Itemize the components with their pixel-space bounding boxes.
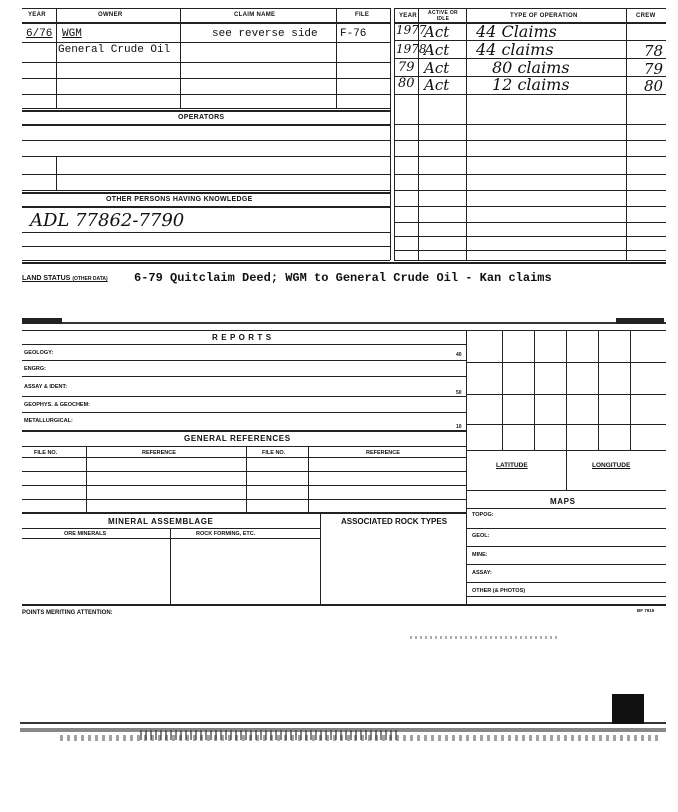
activity-row-3-status: Act bbox=[424, 59, 450, 77]
activity-row-4-type: 12 claims bbox=[492, 75, 570, 94]
activity-row-2-status: Act bbox=[424, 41, 450, 59]
activity-row-1-status: Act bbox=[424, 23, 450, 41]
claims-owner-value: WGM bbox=[62, 28, 82, 40]
other-persons-title: OTHER PERSONS HAVING KNOWLEDGE bbox=[106, 196, 253, 203]
reports-geology-num: 40 bbox=[456, 352, 462, 358]
activity-year-header: YEAR bbox=[399, 13, 417, 19]
claims-file-value: F-76 bbox=[340, 28, 367, 40]
black-tab-left bbox=[22, 318, 62, 324]
maps-mine-label: MINE: bbox=[472, 552, 488, 558]
gr-ref-header: REFERENCE bbox=[142, 450, 176, 456]
activity-row-2-type: 44 claims bbox=[476, 40, 554, 59]
activity-active-header: ACTIVE OR IDLE bbox=[428, 10, 458, 22]
activity-crew-header: CREW bbox=[636, 13, 656, 19]
mineral-assemblage-title: MINERAL ASSEMBLAGE bbox=[108, 517, 214, 526]
reports-geophys-label: GEOPHYS. & GEOCHEM: bbox=[24, 402, 91, 408]
reports-title: R E P O R T S bbox=[212, 333, 272, 342]
maps-assay-label: ASSAY: bbox=[472, 570, 492, 576]
gr-file-header: FILE NO. bbox=[34, 450, 58, 456]
associated-rock-types: ASSOCIATED ROCK TYPES bbox=[340, 517, 448, 526]
rock-forming-header: ROCK FORMING, ETC. bbox=[196, 531, 256, 537]
longitude-label: LONGITUDE bbox=[592, 462, 631, 469]
maps-geol-label: GEOL: bbox=[472, 533, 490, 539]
land-status-label: LAND STATUS bbox=[22, 275, 71, 282]
claims-owner-header: OWNER bbox=[98, 12, 123, 18]
reports-assay-label: ASSAY & IDENT: bbox=[24, 384, 68, 390]
activity-row-2-year: 1978 bbox=[396, 42, 427, 56]
claims-file-header: FILE bbox=[355, 12, 370, 18]
black-registration-block bbox=[612, 694, 644, 724]
claims-year-header: YEAR bbox=[28, 12, 46, 18]
reports-geology-label: GEOLOGY: bbox=[24, 350, 54, 356]
activity-row-3-type: 80 claims bbox=[492, 58, 570, 77]
land-status-text: 6-79 Quitclaim Deed; WGM to General Crude Oil - Kan claims bbox=[134, 271, 552, 285]
claims-owner2-value: General Crude Oil bbox=[58, 44, 171, 56]
maps-other-label: OTHER (& PHOTOS) bbox=[472, 588, 526, 594]
activity-row-4-year: 80 bbox=[398, 76, 415, 91]
claims-year-value: 6/76 bbox=[26, 28, 53, 40]
activity-row-1-year: 1977 bbox=[396, 23, 427, 37]
form-number: BF 7915 bbox=[637, 608, 655, 613]
maps-topog-label: TOPOG: bbox=[472, 512, 494, 518]
gr-ref2-header: REFERENCE bbox=[366, 450, 400, 456]
activity-row-4-status: Act bbox=[424, 76, 450, 94]
reports-metallurgical-label: METALLURGICAL: bbox=[24, 418, 73, 424]
latitude-label: LATITUDE bbox=[496, 462, 528, 469]
land-status-sublabel: (OTHER DATA) bbox=[72, 276, 108, 282]
reports-engrg-label: ENGRG: bbox=[24, 366, 46, 372]
claims-name-value: see reverse side bbox=[212, 28, 318, 40]
activity-row-2-crew: 78 bbox=[644, 42, 664, 60]
points-meriting-attention: POINTS MERITING ATTENTION: bbox=[22, 610, 113, 616]
other-persons-note: ADL 77862-7790 bbox=[30, 210, 185, 231]
reports-assay-num: 50 bbox=[456, 390, 462, 396]
maps-title: MAPS bbox=[550, 497, 576, 506]
black-tab-right bbox=[616, 318, 664, 324]
general-references-title: GENERAL REFERENCES bbox=[184, 434, 291, 443]
activity-row-3-year: 79 bbox=[398, 60, 415, 75]
activity-row-1-type: 44 Claims bbox=[476, 22, 557, 41]
activity-type-header: TYPE OF OPERATION bbox=[510, 13, 578, 19]
claims-name-header: CLAIM NAME bbox=[234, 12, 276, 18]
ore-minerals-header: ORE MINERALS bbox=[64, 531, 107, 537]
operators-title: OPERATORS bbox=[178, 114, 225, 121]
activity-row-4-crew: 80 bbox=[644, 77, 664, 95]
reports-metallurgical-num: 10 bbox=[456, 424, 462, 430]
activity-row-3-crew: 79 bbox=[644, 60, 664, 78]
gr-file2-header: FILE NO. bbox=[262, 450, 286, 456]
